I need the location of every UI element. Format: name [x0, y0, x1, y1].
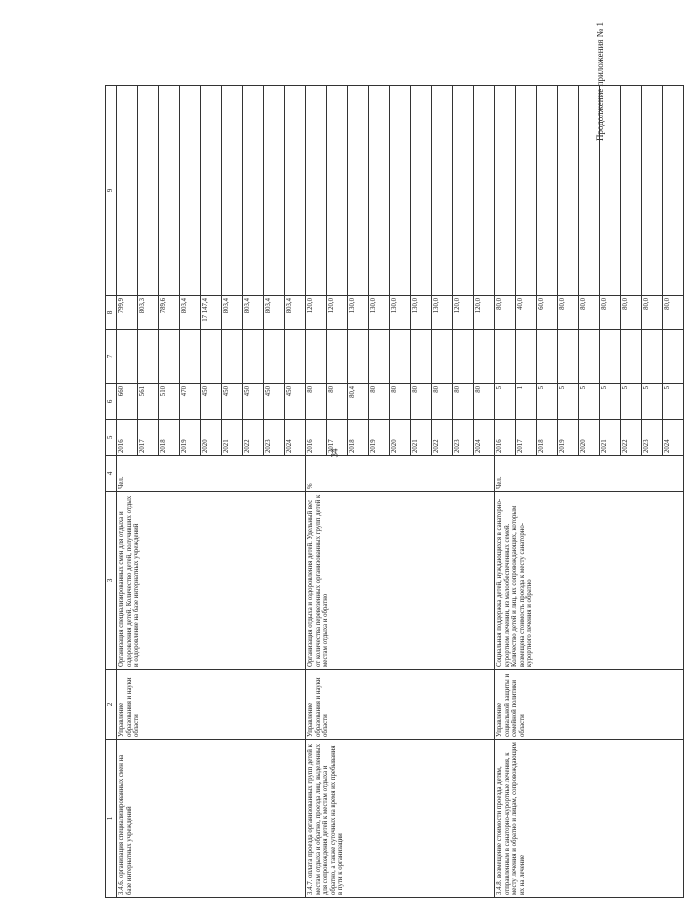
- empty-cell: [432, 86, 453, 296]
- page-number: 34: [329, 448, 340, 458]
- indicator-value-cell: 5: [621, 384, 642, 420]
- indicator-value-cell: 5: [642, 384, 663, 420]
- empty-cell: [285, 86, 306, 296]
- appendix-note: Продолжение приложения № 1: [595, 22, 605, 142]
- empty-cell: [600, 86, 621, 296]
- empty-cell: [642, 86, 663, 296]
- indicator-value-cell: 5: [663, 384, 684, 420]
- empty-cell: [411, 86, 432, 296]
- empty-cell: [327, 330, 348, 384]
- indicator-value-cell: 5: [558, 384, 579, 420]
- empty-cell: [621, 86, 642, 296]
- funding-value-cell: 803,4: [243, 296, 264, 330]
- indicator-value-cell: 561: [138, 384, 159, 420]
- empty-cell: [537, 86, 558, 296]
- year-cell: 2019: [180, 420, 201, 456]
- block-c1-cell: 3.4.8. возмещение стоимости проезда детям, отправленным в санаторно-курортные лечения, к месту лечения и обратно и лицам, сопровождающим их на лечение: [495, 740, 684, 898]
- funding-value-cell: 130,0: [411, 296, 432, 330]
- empty-cell: [663, 86, 684, 296]
- empty-cell: [600, 330, 621, 384]
- year-cell: 2021: [600, 420, 621, 456]
- indicator-value-cell: 5: [495, 384, 516, 420]
- funding-value-cell: 130,0: [348, 296, 369, 330]
- funding-value-cell: 80,0: [642, 296, 663, 330]
- year-cell: 2024: [285, 420, 306, 456]
- empty-cell: [159, 86, 180, 296]
- table-row: [117, 86, 138, 898]
- header-cell: 6: [106, 384, 117, 420]
- empty-cell: [474, 330, 495, 384]
- header-cell: 3: [106, 492, 117, 670]
- empty-cell: [348, 330, 369, 384]
- year-cell: 2016: [306, 420, 327, 456]
- empty-cell: [180, 86, 201, 296]
- header-cell: 9: [106, 86, 117, 296]
- funding-value-cell: 130,0: [432, 296, 453, 330]
- empty-cell: [222, 330, 243, 384]
- year-cell: 2022: [243, 420, 264, 456]
- funding-value-cell: 120,0: [306, 296, 327, 330]
- block-c2-cell: Управление образования и науки области: [117, 670, 306, 740]
- empty-cell: [642, 330, 663, 384]
- indicator-value-cell: 80: [453, 384, 474, 420]
- empty-cell: [222, 86, 243, 296]
- year-cell: 2016: [117, 420, 138, 456]
- empty-cell: [516, 86, 537, 296]
- indicator-value-cell: 80,4: [348, 384, 369, 420]
- year-cell: 2020: [579, 420, 600, 456]
- year-cell: 2023: [453, 420, 474, 456]
- empty-cell: [138, 86, 159, 296]
- empty-cell: [138, 330, 159, 384]
- empty-cell: [243, 86, 264, 296]
- empty-cell: [348, 86, 369, 296]
- funding-value-cell: 17 147,4: [201, 296, 222, 330]
- program-table: [105, 85, 684, 898]
- empty-cell: [264, 330, 285, 384]
- empty-cell: [117, 330, 138, 384]
- funding-value-cell: 803,4: [285, 296, 306, 330]
- year-cell: 2021: [411, 420, 432, 456]
- funding-value-cell: 60,0: [537, 296, 558, 330]
- empty-cell: [621, 330, 642, 384]
- block-c3-cell: Социальная поддержка детей, нуждающихся в санаторно-курортном лечении, из малообеспеченных семей. Количество детей и лиц, их сопровождающих, которым возмещена стоимость проезда к месту санаторно-курортного лечения и обратно: [495, 492, 684, 670]
- empty-cell: [558, 330, 579, 384]
- empty-cell: [558, 86, 579, 296]
- year-cell: 2020: [201, 420, 222, 456]
- block-c2-cell: Управление социальной защиты и семейной политики области: [495, 670, 684, 740]
- year-cell: 2018: [537, 420, 558, 456]
- empty-cell: [474, 86, 495, 296]
- empty-cell: [243, 330, 264, 384]
- funding-value-cell: 120,0: [453, 296, 474, 330]
- table-body: [106, 86, 684, 898]
- empty-cell: [390, 86, 411, 296]
- indicator-value-cell: 80: [411, 384, 432, 420]
- block-c2-cell: Управление образования и науки области: [306, 670, 495, 740]
- empty-cell: [285, 330, 306, 384]
- empty-cell: [495, 86, 516, 296]
- indicator-value-cell: 450: [201, 384, 222, 420]
- year-cell: 2021: [222, 420, 243, 456]
- year-cell: 2017: [327, 420, 348, 456]
- indicator-value-cell: 80: [369, 384, 390, 420]
- funding-value-cell: 130,0: [369, 296, 390, 330]
- year-cell: 2017: [516, 420, 537, 456]
- empty-cell: [516, 330, 537, 384]
- empty-cell: [495, 330, 516, 384]
- empty-cell: [432, 330, 453, 384]
- empty-cell: [159, 330, 180, 384]
- indicator-value-cell: 660: [117, 384, 138, 420]
- funding-value-cell: 80,0: [663, 296, 684, 330]
- empty-cell: [306, 330, 327, 384]
- empty-cell: [264, 86, 285, 296]
- year-cell: 2023: [642, 420, 663, 456]
- year-cell: 2022: [432, 420, 453, 456]
- funding-value-cell: 40,0: [516, 296, 537, 330]
- year-cell: 2022: [621, 420, 642, 456]
- block-c1-cell: 3.4.6. организация специализированных смен на базе интернатных учреждений: [117, 740, 306, 898]
- funding-value-cell: 120,0: [327, 296, 348, 330]
- year-cell: 2019: [558, 420, 579, 456]
- funding-value-cell: 799,9: [117, 296, 138, 330]
- funding-value-cell: 80,0: [621, 296, 642, 330]
- funding-value-cell: 80,0: [600, 296, 621, 330]
- empty-cell: [369, 86, 390, 296]
- block-c4-cell: Чел.: [495, 456, 684, 492]
- year-cell: 2019: [369, 420, 390, 456]
- funding-value-cell: 803,4: [180, 296, 201, 330]
- rotated-table-wrapper: [105, 86, 671, 898]
- year-cell: 2020: [390, 420, 411, 456]
- indicator-value-cell: 5: [579, 384, 600, 420]
- year-cell: 2018: [159, 420, 180, 456]
- empty-cell: [180, 330, 201, 384]
- block-c4-cell: Чел.: [117, 456, 306, 492]
- indicator-value-cell: 5: [537, 384, 558, 420]
- year-cell: 2024: [663, 420, 684, 456]
- indicator-value-cell: 470: [180, 384, 201, 420]
- funding-value-cell: 80,0: [558, 296, 579, 330]
- indicator-value-cell: 450: [264, 384, 285, 420]
- table-row: [495, 86, 516, 898]
- header-cell: 4: [106, 456, 117, 492]
- header-cell: 2: [106, 670, 117, 740]
- indicator-value-cell: 80: [306, 384, 327, 420]
- block-c3-cell: Организация отдыха и оздоровления детей. Удельный вес от количества перевезенных организованных групп детей к местам отдыха и обратно: [306, 492, 495, 670]
- indicator-value-cell: 80: [390, 384, 411, 420]
- empty-cell: [537, 330, 558, 384]
- empty-cell: [411, 330, 432, 384]
- indicator-value-cell: 80: [432, 384, 453, 420]
- funding-value-cell: 803,3: [138, 296, 159, 330]
- funding-value-cell: 120,0: [474, 296, 495, 330]
- empty-cell: [201, 86, 222, 296]
- block-c4-cell: %: [306, 456, 495, 492]
- empty-cell: [327, 86, 348, 296]
- indicator-value-cell: 5: [600, 384, 621, 420]
- funding-value-cell: 80,0: [495, 296, 516, 330]
- year-cell: 2016: [495, 420, 516, 456]
- block-c1-cell: 3.4.7. оплата проезда организованных групп детей к местам отдыха и обратно, проезда лиц, выделенных для сопровождения детей к местам отдыха и обратно, а также суточных на время их пребывания в пути к организации: [306, 740, 495, 898]
- year-cell: 2023: [264, 420, 285, 456]
- empty-cell: [579, 330, 600, 384]
- empty-cell: [201, 330, 222, 384]
- year-cell: 2024: [474, 420, 495, 456]
- empty-cell: [579, 86, 600, 296]
- empty-cell: [453, 330, 474, 384]
- header-cell: 7: [106, 330, 117, 384]
- empty-cell: [663, 330, 684, 384]
- table-row: [306, 86, 327, 898]
- indicator-value-cell: 1: [516, 384, 537, 420]
- empty-cell: [369, 330, 390, 384]
- year-cell: 2018: [348, 420, 369, 456]
- funding-value-cell: 789,6: [159, 296, 180, 330]
- header-cell: 1: [106, 740, 117, 898]
- funding-value-cell: 803,4: [222, 296, 243, 330]
- funding-value-cell: 803,4: [264, 296, 285, 330]
- indicator-value-cell: 510: [159, 384, 180, 420]
- empty-cell: [306, 86, 327, 296]
- header-cell: 5: [106, 420, 117, 456]
- indicator-value-cell: 80: [327, 384, 348, 420]
- empty-cell: [117, 86, 138, 296]
- block-c3-cell: Организация специализированных смен для отдыха и оздоровления детей. Количество детей, получивших отдых и оздоровление на базе интернатных учреждений: [117, 492, 306, 670]
- year-cell: 2017: [138, 420, 159, 456]
- indicator-value-cell: 450: [222, 384, 243, 420]
- funding-value-cell: 130,0: [390, 296, 411, 330]
- indicator-value-cell: 80: [474, 384, 495, 420]
- indicator-value-cell: 450: [243, 384, 264, 420]
- header-row: [106, 86, 117, 898]
- header-cell: 8: [106, 296, 117, 330]
- funding-value-cell: 80,0: [579, 296, 600, 330]
- empty-cell: [390, 330, 411, 384]
- empty-cell: [453, 86, 474, 296]
- indicator-value-cell: 450: [285, 384, 306, 420]
